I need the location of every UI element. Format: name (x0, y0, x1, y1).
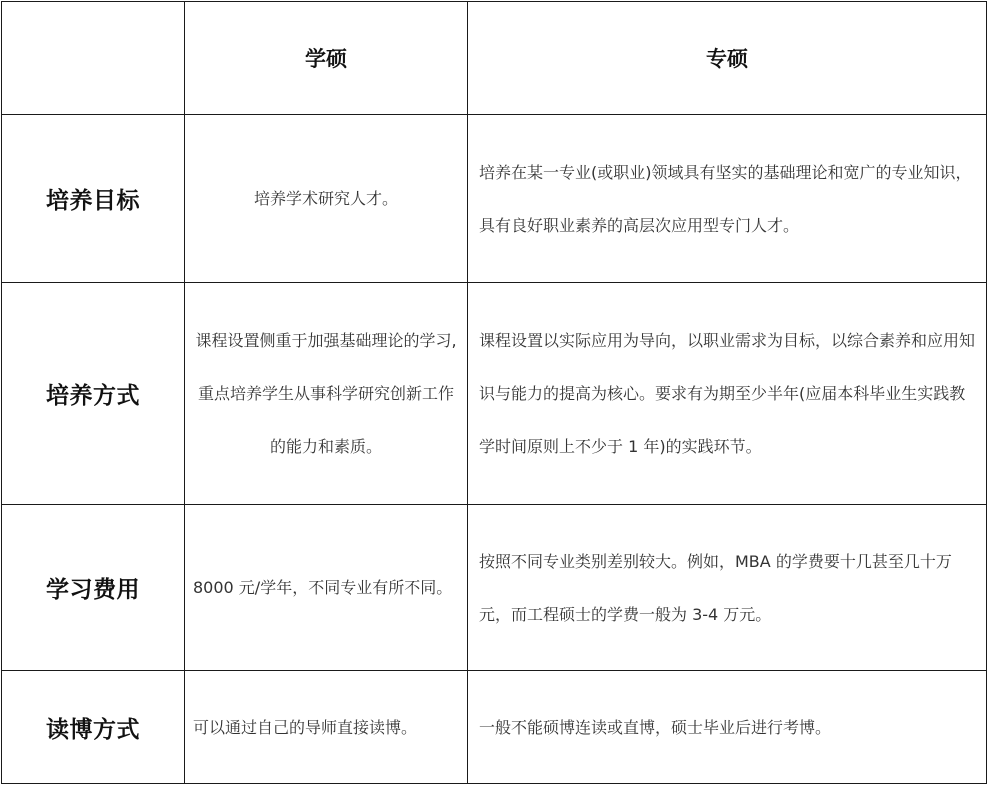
cell-text: 培养在某一专业(或职业)领域具有坚实的基础理论和宽广的专业知识，具有良好职业素养的高层次应用型专门人才。 (479, 162, 972, 235)
cell-phd-academic (185, 671, 468, 784)
cell-method-academic (185, 283, 468, 505)
table-row-method (2, 283, 987, 505)
cell-goal-professional (468, 115, 987, 283)
cell-text: 课程设置以实际应用为导向，以职业需求为目标，以综合素养和应用知识与能力的提高为核心。要求有为期至少半年(应届本科毕业生实践教学时间原则上不少于 1 年)的实践环节。 (479, 331, 976, 456)
cell-text: 8000 元/学年，不同专业有所不同。 (193, 578, 453, 597)
comparison-table (1, 1, 987, 784)
cell-phd-professional (468, 671, 987, 784)
cell-goal-academic (185, 115, 468, 283)
corner-cell (2, 2, 185, 115)
cell-text: 可以通过自己的导师直接读博。 (193, 717, 418, 737)
table-row-phd (2, 671, 987, 784)
cell-text: 课程设置侧重于加强基础理论的学习,重点培养学生从事科学研究创新工作的能力和素质。 (195, 331, 457, 456)
cell-fee-professional (468, 505, 987, 671)
row-label-fee: 学习费用 (2, 505, 185, 671)
cell-text: 培养学术研究人才。 (253, 189, 398, 208)
row-label-method: 培养方式 (2, 283, 185, 505)
row-label-goal: 培养目标 (2, 115, 185, 283)
column-header-academic: 学硕 (185, 2, 468, 115)
cell-method-professional (468, 283, 987, 505)
cell-fee-academic (185, 505, 468, 671)
table-header-row (2, 2, 987, 115)
row-label-phd: 读博方式 (2, 671, 185, 784)
cell-text: 一般不能硕博连读或直博，硕士毕业后进行考博。 (479, 717, 832, 737)
cell-text: 按照不同专业类别差别较大。例如，MBA 的学费要十几甚至几十万元，而工程硕士的学费一般为 3-4 万元。 (479, 551, 952, 624)
table-row-goal (2, 115, 987, 283)
column-header-professional: 专硕 (468, 2, 987, 115)
table-row-fee (2, 505, 987, 671)
